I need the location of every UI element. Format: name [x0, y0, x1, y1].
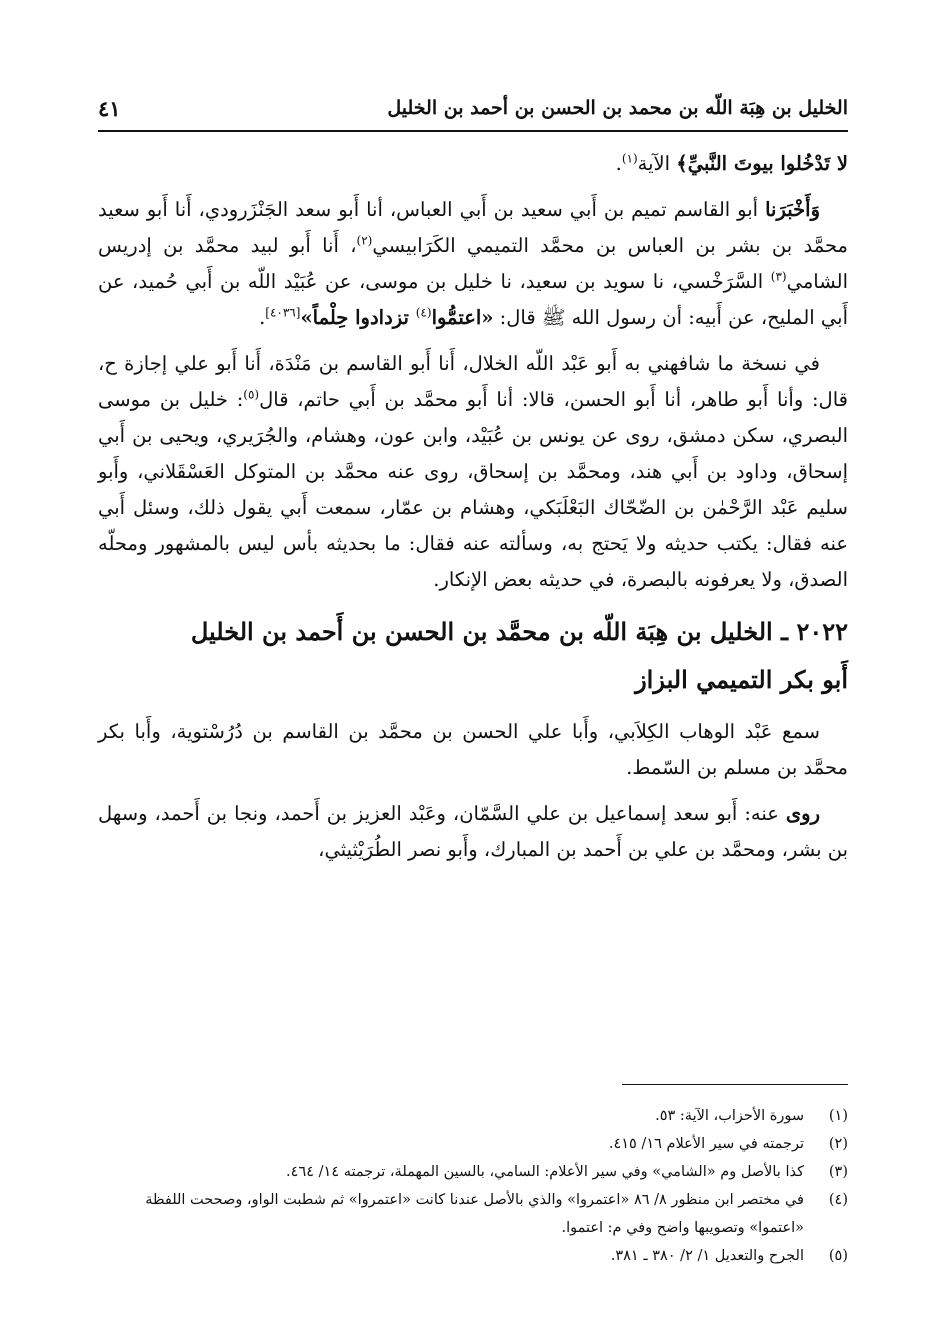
teachers-paragraph: سمع عَبْد الوهاب الكِلاَبي، وأَبا علي الحسن بن محمَّد بن القاسم بن دُرُسْتوية، وأَبا بكر محمَّد بن مسلم بن السّمط. — [98, 720, 848, 779]
main-text — [98, 146, 848, 878]
students-paragraph — [98, 796, 848, 868]
entry-heading — [98, 608, 848, 704]
isnad-paragraph — [98, 192, 848, 336]
footnote-ref-4[interactable]: (٤) — [415, 305, 432, 320]
footnote-number: (٤) — [828, 1192, 848, 1208]
entry-heading-line-2: أَبو بكر التميمي البزاز — [635, 665, 848, 694]
footnote-item — [110, 1130, 848, 1158]
footnote-text: في مختصر ابن منظور ٨/ ٨٦ «اعتمروا» والذي بالأصل عندنا كانت «اعتمروا» ثم شطبت الواو، وصححت اللفظة «اعتموا» وتصويبها واضح وفي م: اعتموا. — [145, 1192, 804, 1236]
footnote-item — [110, 1242, 848, 1270]
footnote-text: سورة الأحزاب، الآية: ٥٣. — [655, 1108, 804, 1124]
bio-text-1: في نسخة ما شافهني به أَبو عَبْد اللّه الخلال، أَنا أَبو القاسم بن مَنْدَة، أَنا أَبو علي إجازة ح، قال: وأنا أَبو طاهر، أنا أَبو الحسن، قالا: أنا أَبو محمَّد بن أَبي حاتم، قال — [98, 352, 848, 411]
sentence-end: . — [259, 306, 266, 329]
footnote-text: ترجمته في سير الأعلام ١٦/ ٤١٥. — [608, 1136, 804, 1152]
page-number: ٤١ — [98, 95, 121, 121]
students-text: عنه: أَبو سعد إسماعيل بن علي السَّمّان، وعَبْد العزيز بن أَحمد، ونجا بن أَحمد، وسهل بن بشر، ومحمَّد بن علي بن أَحمد بن المبارك، وأَبو نصر الطُرَيْثيثي، — [98, 802, 848, 861]
footnotes — [110, 1102, 848, 1270]
isnad-text-3: السَّرَخْسي، نا سويد بن سعيد، نا خليل بن موسى، عن عُبَيْد اللّه بن أَبي حُميد، عن أَبي المليح، عن أَبيه: أن رسول الله ﷺ قال: — [98, 270, 848, 329]
footnote-item — [110, 1158, 848, 1186]
footnote-ref-1[interactable]: (١) — [621, 151, 638, 166]
footnote-ref-5[interactable]: (٥) — [243, 387, 260, 402]
footnote-number: (٣) — [828, 1164, 848, 1180]
entry-heading-line-1: ٢٠٢٢ ـ الخليل بن هِبَة اللّه بن محمَّد بن الحسن بن أَحمد بن الخليل — [190, 617, 848, 646]
page-header — [98, 86, 848, 132]
bio-text-2: : خليل بن موسى البصري، سكن دمشق، روى عن يونس بن عُبَيْد، وابن عون، وهشام، والجُرَيري، ويحيى بن أَبي إسحاق، وداود بن أَبي هند، ومحمَّد بن إسحاق، روى عنه محمَّد بن المتوكل العَسْقَلاني، وأَبو سليم عَبْد الرَّحْمٰن بن الضّحّاك البَعْلَبَكي، وهشام بن عمّار، سمعت أَبي يقول ذلك، وسئل أَبي عنه فقال: يكتب حديثه ولا يَحتج به، وسألته عنه فقال: ما بحديثه بأس ليس بالمشهور ومحلّه الصدق، ولا يعرفونه بالبصرة، في حديثه بعض الإنكار. — [98, 388, 848, 591]
verse-label: الآية — [637, 152, 677, 175]
hadith-text-2: تزدادوا حِلْماً» — [300, 306, 416, 329]
quran-quote: لا تَدْخُلوا بيوتَ النَّبيِّ﴾ — [676, 152, 848, 175]
footnote-item — [110, 1102, 848, 1130]
isnad-text-1: أبو القاسم تميم بن أَبي سعيد بن أَبي العباس، أنا أَبو سعد الجَنْزَرودي، أَنا أَبو سعيد محمَّد بن بشر بن العباس بن محمَّد التميمي الكَرَابيسي — [98, 198, 848, 257]
hadith-number: [٤٠٣٦] — [265, 305, 301, 320]
footnote-ref-2[interactable]: (٢) — [356, 233, 373, 248]
footnote-number: (٥) — [828, 1248, 848, 1264]
footnote-number: (١) — [828, 1108, 848, 1124]
footnote-item — [110, 1186, 848, 1242]
sentence-end: . — [615, 152, 622, 175]
footnote-text: الجرح والتعديل ١/ ٢/ ٣٨٠ ـ ٣٨١. — [610, 1248, 804, 1264]
isnad-text-2: ، أَنا أَبو لبيد محمَّد بن إدريس الشامي — [98, 234, 848, 293]
footnote-text: كذا بالأصل وم «الشامي» وفي سير الأعلام: السامي، بالسين المهملة، ترجمته ١٤/ ٤٦٤. — [286, 1164, 804, 1180]
hadith-text-1: «اعتمُّوا — [431, 306, 494, 329]
running-title: الخليل بن هِبَة اللّه بن محمد بن الحسن بن أحمد بن الخليل — [387, 97, 848, 119]
quran-quote-paragraph — [98, 146, 848, 182]
footnote-number: (٢) — [828, 1136, 848, 1152]
biography-paragraph — [98, 346, 848, 598]
paragraph-lead: وَأَخْبَرَنا — [765, 198, 820, 221]
paragraph-lead: روى — [785, 802, 820, 825]
footnote-divider — [622, 1084, 848, 1085]
footnote-ref-3[interactable]: (٣) — [770, 269, 787, 284]
